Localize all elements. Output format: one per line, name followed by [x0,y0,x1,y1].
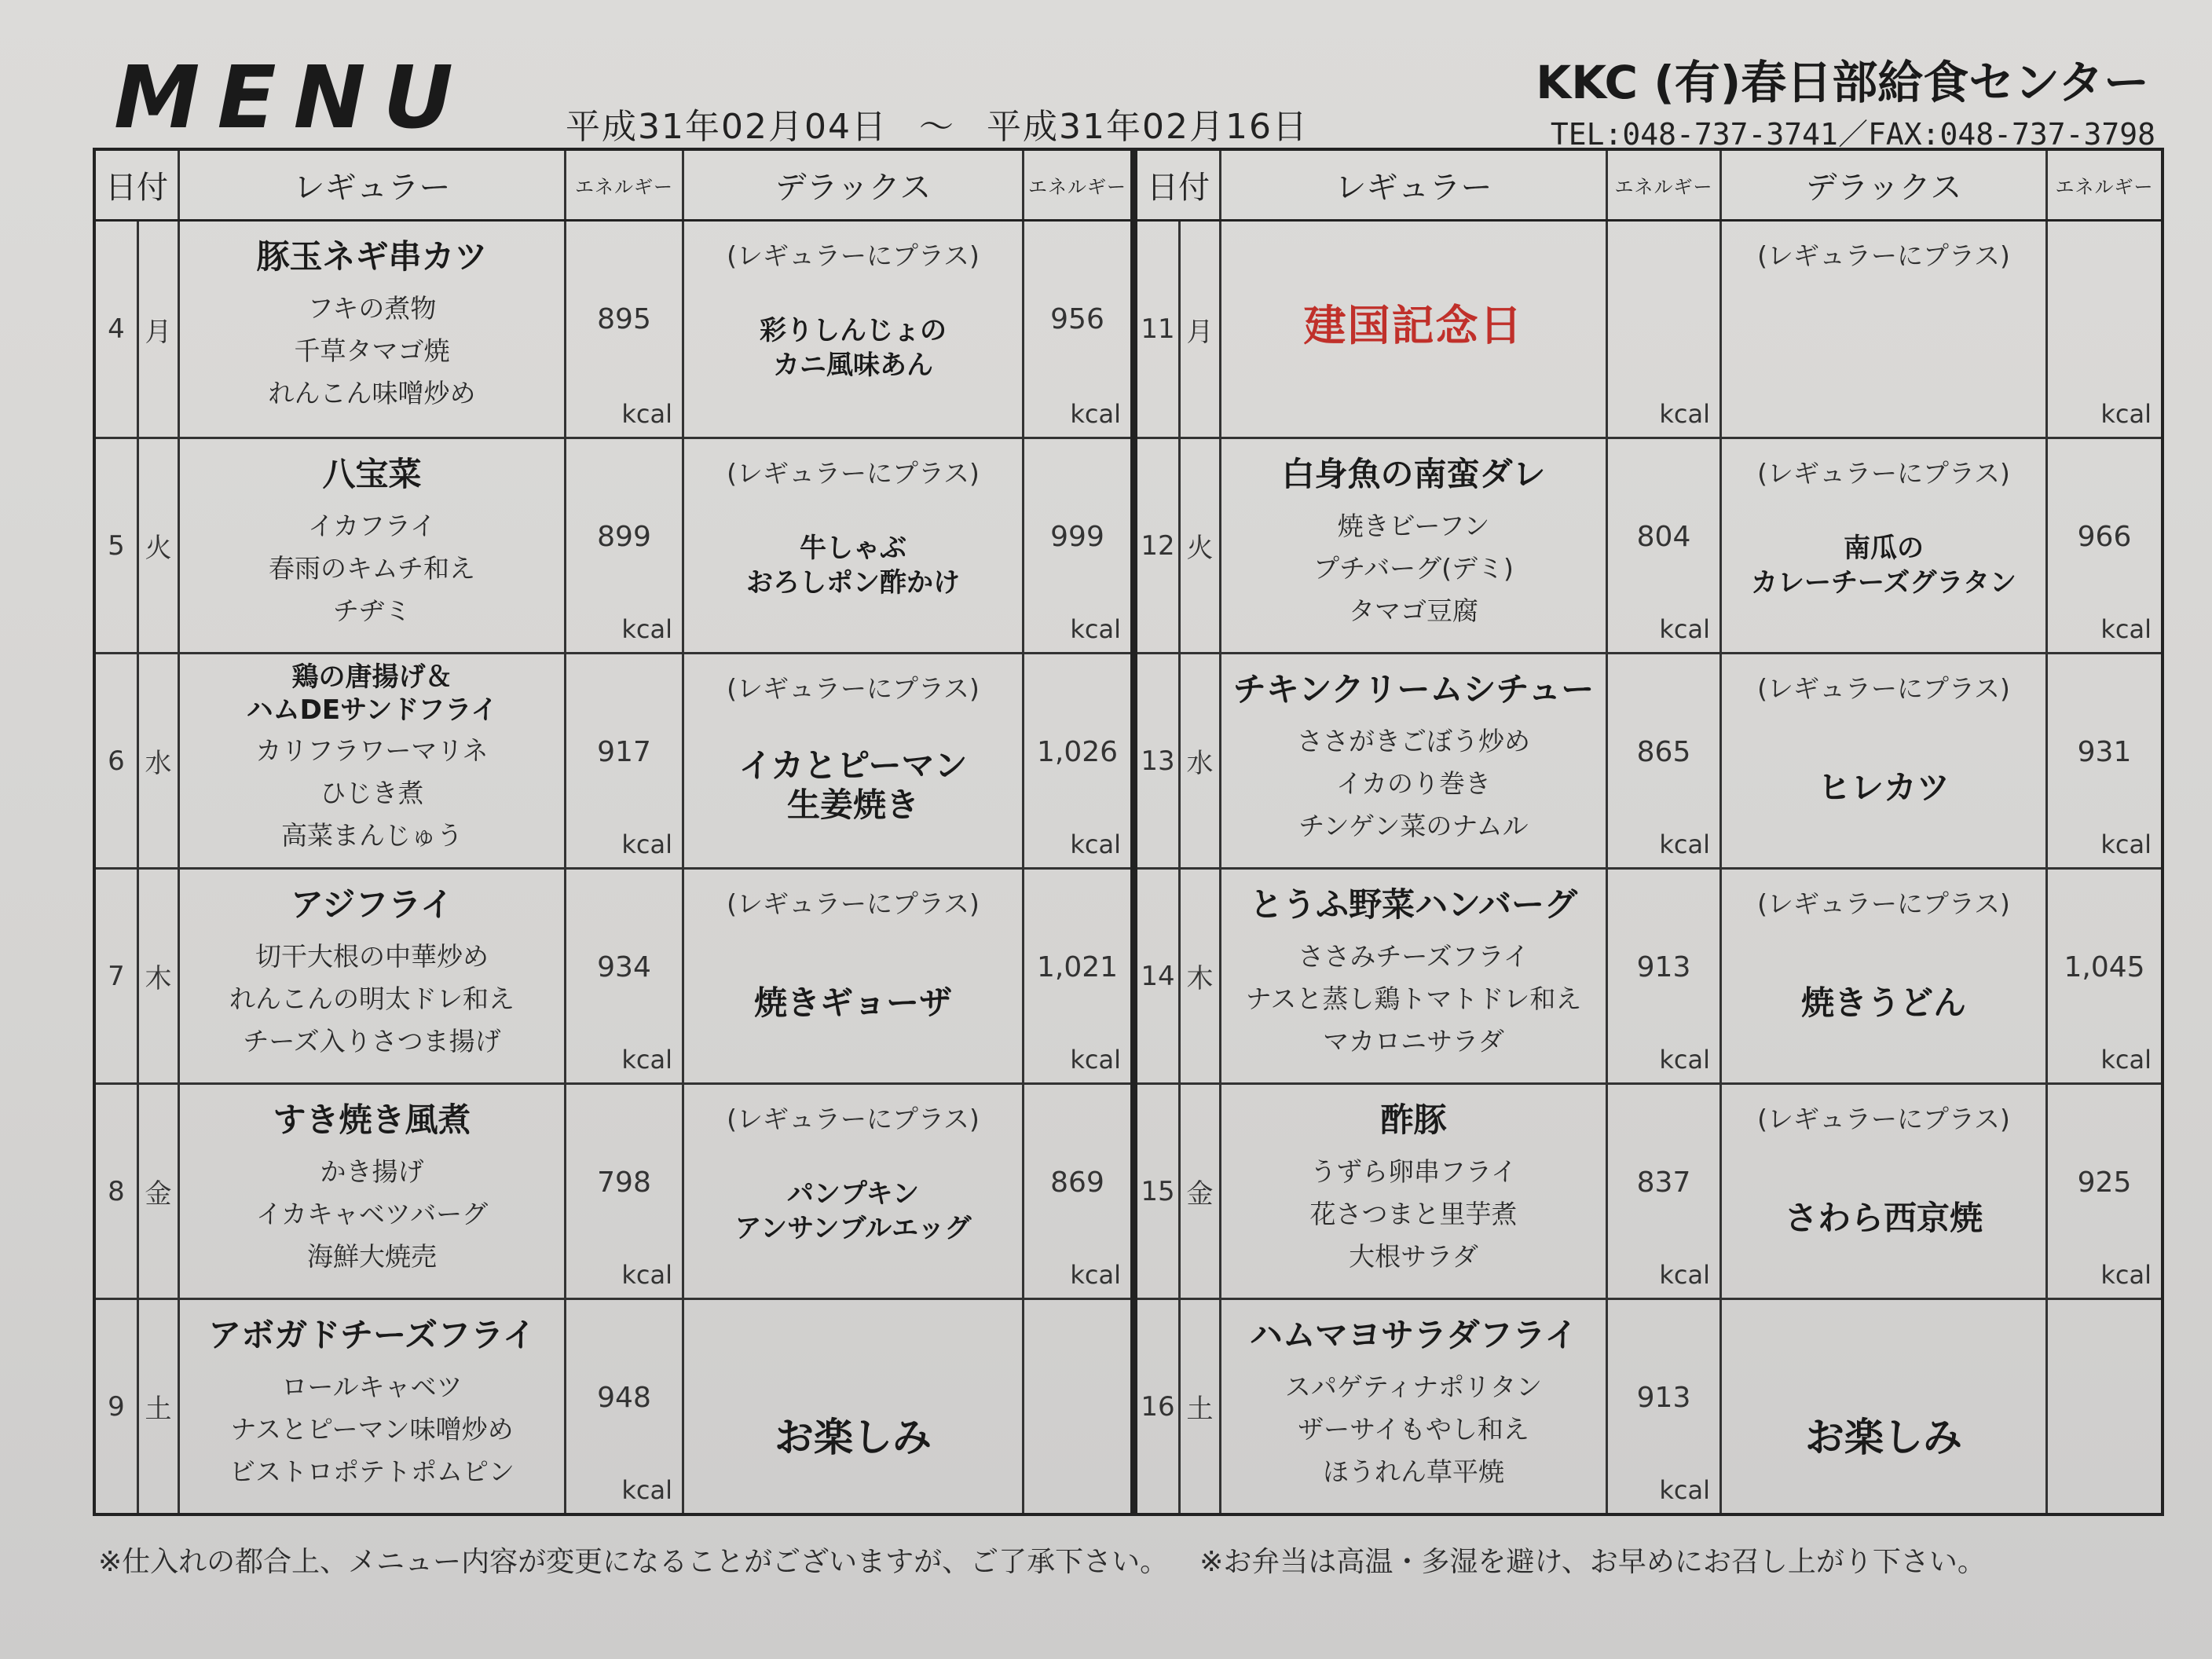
side-dishes [229,939,515,1060]
kcal-unit: kcal [2100,399,2152,429]
side-dish: ナスと蒸し鶏トマトドレ和え [1245,983,1582,1014]
regular-content [1221,654,1606,867]
main-dish: とうふ野菜ハンバーグ [1249,885,1578,924]
deluxe-energy-value: 999 [1050,521,1104,553]
side-dish: カリフラワーマリネ [255,735,489,766]
main-dish: 豚玉ネギ串カツ [256,237,488,276]
plus-note: (レギュラーにプラス) [1757,458,2010,489]
regular-energy-cell [1606,1300,1719,1513]
side-dish: ひじき煮 [320,778,424,808]
regular-energy-value: 948 [597,1382,651,1414]
kcal-unit: kcal [1070,1045,1121,1075]
regular-cell [1219,1300,1606,1513]
side-dish: れんこんの明太ドレ和え [229,983,515,1014]
day-number: 15 [1141,1175,1175,1207]
deluxe-energy-cell [1022,222,1130,437]
regular-energy-cell [564,439,682,652]
side-dish: 大根サラダ [1349,1241,1478,1272]
main-dish: 鶏の唐揚げ＆ ハムDEサンドフライ [246,661,498,726]
regular-content [1221,439,1606,652]
side-dishes [229,1369,515,1490]
plus-note: (レギュラーにプラス) [1757,1104,2010,1134]
regular-energy-value: 917 [597,736,651,768]
kcal-unit: kcal [621,1260,672,1290]
day-number: 6 [108,745,125,777]
kcal-unit: kcal [1659,1260,1710,1290]
regular-energy-value: 804 [1636,521,1691,553]
deluxe-energy-cell [1022,1300,1130,1513]
main-dish: すき焼き風煮 [273,1101,471,1139]
deluxe-content [684,439,1022,652]
side-dishes [255,733,488,854]
main-dish: アボガドチーズフライ [208,1316,536,1354]
footer-notes [98,1540,2180,1580]
day-row [1137,652,2161,867]
header-deluxe-energy: エネルギー [1022,151,1130,219]
day-row [1137,1082,2161,1298]
regular-energy-cell [564,1300,682,1513]
plus-note: (レギュラーにプラス) [1757,888,2010,919]
regular-content [180,439,564,652]
deluxe-energy-value: 1,026 [1036,736,1119,768]
header-regular-energy: エネルギー [564,151,682,219]
deluxe-dish: お楽しみ [775,1415,932,1460]
side-dish: 春雨のキムチ和え [268,553,475,584]
weekday: 火 [137,439,178,652]
deluxe-energy-value: 925 [2077,1166,2132,1199]
side-dishes [256,1154,488,1275]
kcal-unit: kcal [1070,1260,1121,1290]
deluxe-energy-cell [2045,439,2161,652]
regular-cell [178,439,564,652]
regular-energy-value: 895 [597,303,651,335]
side-dish: ザーサイもやし和え [1298,1414,1529,1445]
regular-content [180,1300,564,1513]
deluxe-cell [1719,222,2045,437]
deluxe-energy-cell [1022,1085,1130,1298]
deluxe-dish: 南瓜の カレーチーズグラタン [1751,533,2016,599]
deluxe-energy-value: 869 [1050,1166,1104,1199]
side-dish: 海鮮大焼売 [306,1241,437,1272]
deluxe-energy-cell [2045,870,2161,1082]
side-dishes [1310,1154,1518,1275]
regular-content [180,222,564,437]
company-contact: TEL:048-737-3741／FAX:048-737-3798 [1550,117,2155,152]
regular-cell [1219,870,1606,1082]
day-row [1137,867,2161,1082]
regular-energy-cell [564,1085,682,1298]
deluxe-content [684,222,1022,437]
kcal-unit: kcal [1659,614,1710,644]
plus-note: (レギュラーにプラス) [727,1104,980,1134]
regular-energy-value: 865 [1636,736,1691,768]
deluxe-cell [682,222,1022,437]
plus-note: (レギュラーにプラス) [727,673,980,704]
header-deluxe-energy: エネルギー [2045,151,2161,219]
day-number: 11 [1141,313,1175,345]
deluxe-content [684,654,1022,867]
side-dish: かき揚げ [320,1156,424,1187]
regular-cell [178,1300,564,1513]
deluxe-energy-cell [1022,439,1130,652]
side-dish: ナスとピーマン味噌炒め [230,1414,514,1445]
main-dish: アジフライ [290,885,454,924]
deluxe-content [1722,1300,2045,1513]
day-number: 8 [108,1175,125,1207]
footer-note-2: ※お弁当は高温・多湿を避け、お早めにお召し上がり下さい。 [1199,1546,1986,1578]
weekday: 土 [1178,1300,1219,1513]
deluxe-cell [682,870,1022,1082]
deluxe-energy-value: 956 [1050,303,1104,335]
side-dishes [1246,939,1582,1060]
day-row [1137,222,2161,437]
day-row [96,867,1130,1082]
kcal-unit: kcal [2100,830,2152,859]
regular-cell [178,222,564,437]
regular-cell [1219,222,1606,437]
deluxe-energy-cell [2045,654,2161,867]
deluxe-energy-value: 1,021 [1036,951,1119,983]
period-separator: ～ [918,107,955,147]
deluxe-cell [1719,654,2045,867]
table-header-left [96,151,1130,222]
side-dish: れんこん味噌炒め [268,378,476,408]
day-number: 12 [1141,529,1175,562]
regular-energy-value: 934 [597,951,651,983]
regular-cell [1219,439,1606,652]
plus-note: (レギュラーにプラス) [1757,673,2010,704]
menu-table-right [1133,148,2164,1516]
main-dish: ハムマヨサラダフライ [1249,1316,1578,1354]
side-dish: ほうれん草平焼 [1323,1456,1504,1487]
side-dish: 切干大根の中華炒め [255,941,489,972]
kcal-unit: kcal [1659,1475,1710,1505]
side-dish: 焼きビーフン [1337,511,1490,541]
deluxe-dish: ヒレカツ [1817,768,1950,807]
side-dishes [269,508,475,629]
deluxe-dish: 牛しゃぶ おろしポン酢かけ [746,533,960,599]
deluxe-energy-cell [2045,222,2161,437]
deluxe-energy-cell [1022,654,1130,867]
deluxe-energy-value: 931 [2077,736,2132,768]
regular-content [180,870,564,1082]
menu-title: MENU [114,47,471,148]
weekday: 月 [137,222,178,437]
regular-content [1221,222,1606,437]
deluxe-cell [1719,870,2045,1082]
header-deluxe: デラックス [682,151,1022,219]
day-row [96,222,1130,437]
side-dish: フキの煮物 [307,293,437,324]
regular-cell [1219,654,1606,867]
side-dishes [1285,1369,1542,1490]
table-body-right [1137,222,2161,1513]
day-row [1137,1298,2161,1513]
deluxe-dish: イカとピーマン 生姜焼き [738,746,968,824]
plus-note: (レギュラーにプラス) [1757,240,2010,271]
regular-energy-cell [1606,870,1719,1082]
plus-note: (レギュラーにプラス) [727,888,980,919]
deluxe-energy-cell [1022,870,1130,1082]
regular-cell [178,654,564,867]
kcal-unit: kcal [2100,1260,2152,1290]
header-date: 日付 [105,170,168,206]
deluxe-cell [1719,1300,2045,1513]
deluxe-cell [682,439,1022,652]
main-dish: チキンクリームシチュー [1232,670,1595,709]
kcal-unit: kcal [2100,1045,2152,1075]
main-dish: 八宝菜 [322,455,422,493]
day-number: 4 [108,313,125,345]
deluxe-content [1722,654,2045,867]
weekday: 火 [1178,439,1219,652]
side-dish: スパゲティナポリタン [1284,1372,1543,1402]
weekday: 木 [1178,870,1219,1082]
day-number: 9 [108,1390,125,1423]
day-row [96,1298,1130,1513]
kcal-unit: kcal [2100,614,2152,644]
regular-energy-value: 913 [1636,951,1691,983]
day-row [1137,437,2161,652]
period-start: 平成31年02月04日 [566,107,888,147]
kcal-unit: kcal [1659,1045,1710,1075]
header-deluxe: デラックス [1719,151,2045,219]
header-regular-energy: エネルギー [1606,151,1719,219]
kcal-unit: kcal [1070,614,1121,644]
weekday: 金 [1178,1085,1219,1298]
kcal-unit: kcal [1070,399,1121,429]
side-dish: マカロニサラダ [1323,1026,1504,1057]
kcal-unit: kcal [621,614,672,644]
weekday: 木 [137,870,178,1082]
regular-content [1221,870,1606,1082]
kcal-unit: kcal [621,830,672,859]
plus-note: (レギュラーにプラス) [727,240,980,271]
period-end: 平成31年02月16日 [986,107,1309,147]
plus-note: (レギュラーにプラス) [727,458,980,489]
kcal-unit: kcal [621,399,672,429]
regular-energy-value: 837 [1636,1166,1691,1199]
table-body-left [96,222,1130,1513]
weekday: 土 [137,1300,178,1513]
kcal-unit: kcal [1659,399,1710,429]
footer-note-1: ※仕入れの都合上、メニュー内容が変更になることがございますが、ご了承下さい。 [98,1546,1169,1578]
weekday: 金 [137,1085,178,1298]
deluxe-content [1722,439,2045,652]
deluxe-cell [682,654,1022,867]
side-dish: プチバーグ(デミ) [1313,553,1514,584]
regular-cell [178,870,564,1082]
side-dish: イカのり巻き [1335,768,1491,799]
deluxe-cell [1719,439,2045,652]
side-dishes [1313,508,1514,629]
deluxe-energy-cell [2045,1300,2161,1513]
regular-energy-cell [1606,439,1719,652]
regular-energy-value: 899 [597,521,651,553]
weekday: 水 [1178,654,1219,867]
side-dish: イカフライ [307,511,436,541]
menu-table-left [93,148,1133,1516]
header-date: 日付 [1147,170,1210,206]
side-dish: 千草タマゴ焼 [294,335,450,366]
side-dish: タマゴ豆腐 [1349,595,1478,626]
side-dish: ビストロポテトポムピン [229,1456,515,1487]
deluxe-content [684,1300,1022,1513]
day-row [96,1082,1130,1298]
day-number: 13 [1141,745,1175,777]
menu-period [566,98,1390,148]
regular-content [180,654,564,867]
regular-energy-value: 913 [1636,1382,1691,1414]
regular-energy-cell [564,654,682,867]
deluxe-content [684,870,1022,1082]
deluxe-cell [682,1085,1022,1298]
menu-table [93,148,2164,1516]
day-row [96,437,1130,652]
kcal-unit: kcal [621,1045,672,1075]
side-dish: 高菜まんじゅう [281,820,463,851]
deluxe-content [1722,222,2045,437]
company-name: KKC (有)春日部給食センター [1536,56,2149,109]
deluxe-energy-value: 1,045 [2064,951,2145,983]
side-dish: うずら卵串フライ [1309,1156,1517,1187]
side-dish: ロールキャベツ [281,1372,463,1402]
side-dish: チンゲン菜のナムル [1298,811,1529,841]
side-dish: ささがきごぼう炒め [1297,726,1530,756]
regular-energy-cell [1606,654,1719,867]
day-row [96,652,1130,867]
weekday: 水 [137,654,178,867]
regular-energy-cell [564,870,682,1082]
deluxe-energy-cell [2045,1085,2161,1298]
regular-energy-value: 798 [597,1166,651,1199]
day-number: 14 [1141,960,1175,992]
day-number: 16 [1141,1390,1175,1423]
side-dish: 花さつまと里芋煮 [1309,1199,1518,1229]
side-dish: チヂミ [332,595,411,626]
day-number: 7 [108,960,125,992]
main-dish: 酢豚 [1380,1101,1447,1139]
kcal-unit: kcal [1659,830,1710,859]
deluxe-dish: さわら西京焼 [1784,1199,1983,1237]
regular-energy-cell [564,222,682,437]
kcal-unit: kcal [1070,830,1121,859]
holiday-label: 建国記念日 [1303,301,1524,350]
regular-energy-cell [1606,1085,1719,1298]
header-regular: レギュラー [1219,151,1606,219]
side-dish: チーズ入りさつま揚げ [243,1026,501,1057]
deluxe-dish: 焼きギョーザ [753,983,952,1022]
kcal-unit: kcal [621,1475,672,1505]
weekday: 月 [1178,222,1219,437]
deluxe-dish: パンプキン アンサンブルエッグ [734,1178,972,1244]
deluxe-content [1722,1085,2045,1298]
table-header-right [1137,151,2161,222]
regular-content [1221,1085,1606,1298]
deluxe-energy-value: 966 [2077,521,2132,553]
regular-energy-cell [1606,222,1719,437]
deluxe-dish: お楽しみ [1805,1415,1962,1460]
side-dishes [1297,723,1530,844]
deluxe-cell [1719,1085,2045,1298]
side-dishes [269,291,476,412]
day-number: 5 [108,529,125,562]
regular-content [1221,1300,1606,1513]
deluxe-content [684,1085,1022,1298]
side-dish: ささみチーズフライ [1298,941,1529,972]
regular-cell [178,1085,564,1298]
main-dish: 白身魚の南蛮ダレ [1281,455,1546,493]
deluxe-dish: 彩りしんじょの カニ風味あん [760,315,947,381]
header-regular: レギュラー [178,151,564,219]
regular-cell [1219,1085,1606,1298]
deluxe-dish: 焼きうどん [1800,983,1966,1022]
deluxe-content [1722,870,2045,1082]
deluxe-cell [682,1300,1022,1513]
side-dish: イカキャベツバーグ [255,1199,489,1229]
regular-content [180,1085,564,1298]
